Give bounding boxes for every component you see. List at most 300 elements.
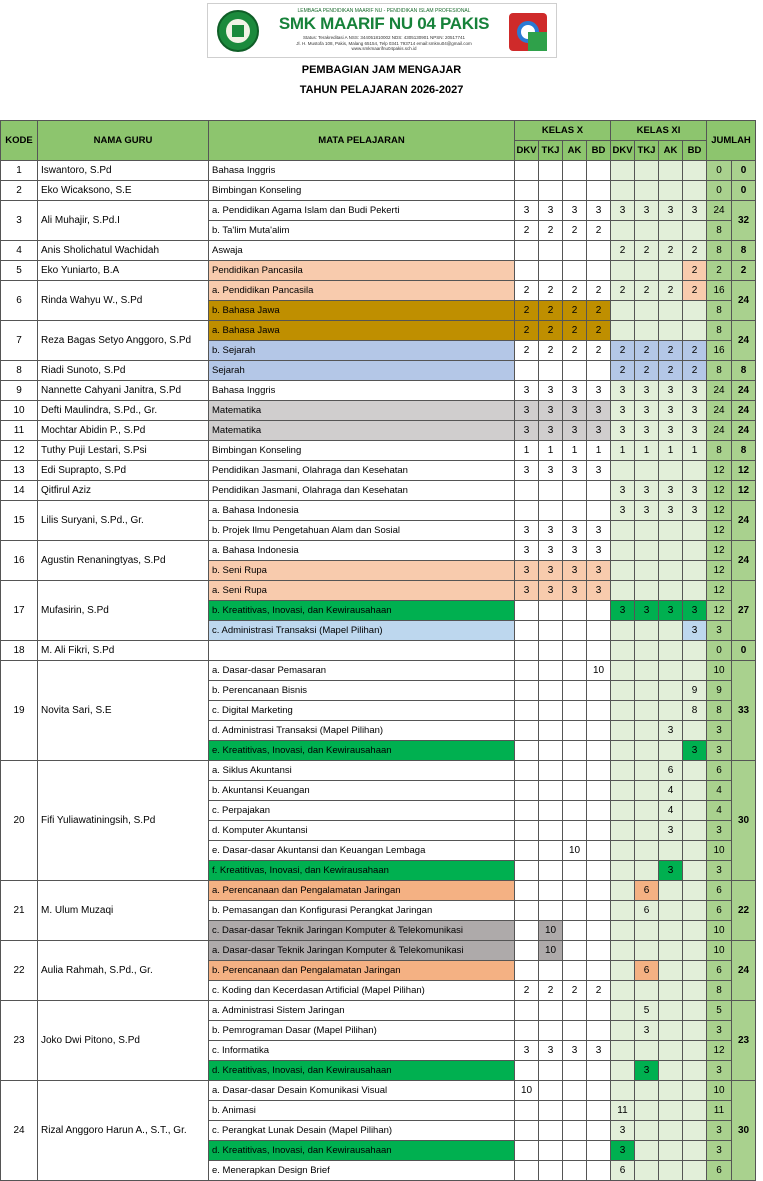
hours-x-dkv: 3: [515, 1041, 539, 1061]
hours-x-dkv: 2: [515, 341, 539, 361]
hours-xi-dkv: 2: [611, 241, 635, 261]
table-row: [1, 461, 756, 481]
hours-xi-ak: 2: [659, 241, 683, 261]
hours-xi-tkj: 3: [635, 421, 659, 441]
hours-xi-tkj: 3: [635, 1061, 659, 1081]
hours-x-dkv: [515, 1001, 539, 1021]
hours-x-dkv: 3: [515, 401, 539, 421]
subject-cell: Bahasa Inggris: [209, 161, 515, 181]
hours-x-ak: [563, 801, 587, 821]
hours-xi-tkj: [635, 841, 659, 861]
subject-cell: b. Ta'lim Muta'alim: [209, 221, 515, 241]
teacher-name: M. Ali Fikri, S.Pd: [38, 641, 209, 661]
hours-xi-tkj: [635, 161, 659, 181]
teacher-kode: 7: [1, 321, 38, 361]
hours-x-bd: [587, 941, 611, 961]
col-x-dkv: DKV: [515, 141, 539, 161]
hours-x-dkv: [515, 1101, 539, 1121]
hours-x-tkj: [539, 821, 563, 841]
subject-cell: c. Digital Marketing: [209, 701, 515, 721]
hours-x-tkj: [539, 1061, 563, 1081]
hours-x-bd: [587, 1081, 611, 1101]
subject-cell: d. Administrasi Transaksi (Mapel Pilihan): [209, 721, 515, 741]
hours-xi-tkj: [635, 681, 659, 701]
teacher-total: 12: [732, 481, 756, 501]
hours-x-tkj: [539, 481, 563, 501]
row-sum: 10: [707, 661, 732, 681]
row-sum: 12: [707, 461, 732, 481]
col-kelas-x: KELAS X: [515, 121, 611, 141]
hours-x-tkj: [539, 741, 563, 761]
table-row: [1, 281, 756, 301]
hours-xi-bd: [683, 521, 707, 541]
hours-x-dkv: [515, 361, 539, 381]
teacher-total: 12: [732, 461, 756, 481]
teacher-name: Rizal Anggoro Harun A., S.T., Gr.: [38, 1081, 209, 1181]
hours-x-bd: 3: [587, 381, 611, 401]
table-row: [1, 661, 756, 681]
hours-xi-tkj: [635, 661, 659, 681]
hours-x-tkj: [539, 961, 563, 981]
hours-xi-bd: [683, 1141, 707, 1161]
hours-xi-tkj: [635, 521, 659, 541]
hours-xi-ak: [659, 741, 683, 761]
subject-cell: a. Pendidikan Agama Islam dan Budi Pekerti: [209, 201, 515, 221]
hours-x-dkv: [515, 701, 539, 721]
hours-xi-bd: [683, 221, 707, 241]
hours-xi-ak: [659, 321, 683, 341]
hours-x-tkj: [539, 1001, 563, 1021]
hours-x-bd: [587, 621, 611, 641]
teacher-name: Lilis Suryani, S.Pd., Gr.: [38, 501, 209, 541]
hours-xi-tkj: 3: [635, 501, 659, 521]
hours-xi-bd: [683, 721, 707, 741]
hours-xi-dkv: [611, 1001, 635, 1021]
hours-x-dkv: [515, 1141, 539, 1161]
row-sum: 8: [707, 321, 732, 341]
hours-xi-ak: 2: [659, 281, 683, 301]
hours-x-bd: [587, 1061, 611, 1081]
hours-x-tkj: 10: [539, 941, 563, 961]
hours-x-ak: [563, 1081, 587, 1101]
row-sum: 12: [707, 481, 732, 501]
hours-xi-bd: [683, 921, 707, 941]
hours-xi-dkv: [611, 161, 635, 181]
hours-x-ak: [563, 741, 587, 761]
subject-cell: d. Kreatitivas, Inovasi, dan Kewirausahaan: [209, 1061, 515, 1081]
hours-x-bd: [587, 161, 611, 181]
page-subtitle: TAHUN PELAJARAN 2026-2027: [299, 84, 464, 96]
hours-xi-tkj: [635, 701, 659, 721]
table-row: [1, 481, 756, 501]
hours-x-dkv: 2: [515, 301, 539, 321]
hours-x-ak: [563, 721, 587, 741]
teacher-kode: 13: [1, 461, 38, 481]
hours-xi-dkv: [611, 181, 635, 201]
hours-x-ak: [563, 261, 587, 281]
hours-x-bd: [587, 901, 611, 921]
teacher-name: Mochtar Abidin P., S.Pd: [38, 421, 209, 441]
hours-x-dkv: 3: [515, 381, 539, 401]
teacher-kode: 15: [1, 501, 38, 541]
subject-cell: e. Dasar-dasar Akuntansi dan Keuangan Lembaga: [209, 841, 515, 861]
hours-x-tkj: 3: [539, 401, 563, 421]
hours-x-tkj: 3: [539, 381, 563, 401]
hours-xi-bd: [683, 1041, 707, 1061]
hours-xi-dkv: 3: [611, 401, 635, 421]
school-address: [264, 35, 504, 52]
hours-x-bd: 3: [587, 541, 611, 561]
hours-x-bd: [587, 361, 611, 381]
hours-xi-ak: [659, 301, 683, 321]
hours-xi-tkj: [635, 461, 659, 481]
hours-x-tkj: 1: [539, 441, 563, 461]
row-sum: 12: [707, 581, 732, 601]
teacher-name: Iswantoro, S.Pd: [38, 161, 209, 181]
teacher-total: 8: [732, 361, 756, 381]
teacher-total: 24: [732, 941, 756, 1001]
teacher-kode: 14: [1, 481, 38, 501]
hours-x-tkj: [539, 861, 563, 881]
hours-xi-dkv: [611, 921, 635, 941]
hours-x-tkj: 2: [539, 221, 563, 241]
hours-xi-tkj: [635, 1121, 659, 1141]
hours-x-ak: 3: [563, 381, 587, 401]
hours-xi-tkj: 6: [635, 901, 659, 921]
hours-xi-bd: 9: [683, 681, 707, 701]
hours-x-bd: [587, 841, 611, 861]
subject-cell: b. Pemrograman Dasar (Mapel Pilihan): [209, 1021, 515, 1041]
hours-xi-bd: [683, 461, 707, 481]
hours-x-dkv: [515, 1121, 539, 1141]
hours-xi-dkv: [611, 541, 635, 561]
subject-cell: d. Komputer Akuntansi: [209, 821, 515, 841]
subject-cell: b. Sejarah: [209, 341, 515, 361]
row-sum: 12: [707, 601, 732, 621]
row-sum: 6: [707, 901, 732, 921]
hours-xi-dkv: [611, 1041, 635, 1061]
col-kelas-xi: KELAS XI: [611, 121, 707, 141]
hours-xi-ak: 3: [659, 721, 683, 741]
hours-xi-bd: [683, 1001, 707, 1021]
hours-xi-ak: [659, 521, 683, 541]
teacher-total: 24: [732, 281, 756, 321]
hours-xi-ak: 3: [659, 501, 683, 521]
hours-xi-dkv: 3: [611, 201, 635, 221]
hours-x-ak: [563, 661, 587, 681]
hours-x-ak: 3: [563, 421, 587, 441]
hours-xi-bd: 3: [683, 501, 707, 521]
hours-xi-ak: [659, 661, 683, 681]
row-sum: 4: [707, 781, 732, 801]
row-sum: 5: [707, 1001, 732, 1021]
hours-x-dkv: [515, 941, 539, 961]
hours-x-tkj: [539, 361, 563, 381]
table-row: [1, 1081, 756, 1101]
hours-xi-tkj: [635, 761, 659, 781]
hours-x-tkj: [539, 901, 563, 921]
teacher-total: 24: [732, 501, 756, 541]
table-row: [1, 441, 756, 461]
subject-cell: a. Siklus Akuntansi: [209, 761, 515, 781]
hours-xi-bd: [683, 1021, 707, 1041]
hours-xi-tkj: [635, 1141, 659, 1161]
hours-xi-bd: [683, 1061, 707, 1081]
row-sum: 24: [707, 201, 732, 221]
hours-x-dkv: [515, 261, 539, 281]
hours-xi-tkj: [635, 1161, 659, 1181]
hours-x-dkv: [515, 741, 539, 761]
hours-xi-dkv: [611, 661, 635, 681]
hours-x-bd: [587, 961, 611, 981]
hours-xi-ak: [659, 1001, 683, 1021]
hours-xi-dkv: [611, 701, 635, 721]
row-sum: 3: [707, 721, 732, 741]
hours-x-bd: [587, 781, 611, 801]
table-row: [1, 261, 756, 281]
hours-x-ak: [563, 681, 587, 701]
hours-xi-dkv: [611, 821, 635, 841]
teacher-total: 0: [732, 641, 756, 661]
row-sum: 12: [707, 501, 732, 521]
hours-x-dkv: [515, 881, 539, 901]
subject-cell: e. Menerapkan Design Brief: [209, 1161, 515, 1181]
hours-x-dkv: [515, 661, 539, 681]
hours-xi-bd: 3: [683, 201, 707, 221]
row-sum: 10: [707, 921, 732, 941]
hours-xi-tkj: [635, 621, 659, 641]
hours-xi-dkv: [611, 561, 635, 581]
hours-x-ak: 2: [563, 341, 587, 361]
hours-x-tkj: [539, 1081, 563, 1101]
col-nama: NAMA GURU: [38, 121, 209, 161]
hours-x-tkj: [539, 841, 563, 861]
subject-cell: Matematika: [209, 421, 515, 441]
hours-x-dkv: 3: [515, 561, 539, 581]
hours-x-bd: [587, 861, 611, 881]
hours-xi-tkj: 3: [635, 601, 659, 621]
hours-xi-bd: 3: [683, 381, 707, 401]
hours-xi-dkv: 3: [611, 481, 635, 501]
hours-x-ak: [563, 361, 587, 381]
hours-xi-ak: [659, 1021, 683, 1041]
hours-xi-bd: [683, 1161, 707, 1181]
table-row: [1, 201, 756, 221]
hours-xi-ak: 3: [659, 601, 683, 621]
teacher-name: Rinda Wahyu W., S.Pd: [38, 281, 209, 321]
hours-x-ak: [563, 921, 587, 941]
hours-xi-ak: [659, 701, 683, 721]
hours-x-ak: [563, 701, 587, 721]
table-row: [1, 241, 756, 261]
hours-xi-dkv: [611, 721, 635, 741]
row-sum: 12: [707, 541, 732, 561]
hours-xi-dkv: [611, 221, 635, 241]
hours-x-tkj: 2: [539, 981, 563, 1001]
hours-x-tkj: [539, 261, 563, 281]
hours-x-tkj: [539, 621, 563, 641]
hours-x-ak: [563, 1161, 587, 1181]
hours-xi-tkj: 1: [635, 441, 659, 461]
hours-xi-ak: [659, 461, 683, 481]
teacher-name: Edi Suprapto, S.Pd: [38, 461, 209, 481]
teacher-total: 24: [732, 401, 756, 421]
hours-xi-ak: [659, 621, 683, 641]
row-sum: 0: [707, 641, 732, 661]
row-sum: 12: [707, 561, 732, 581]
hours-xi-dkv: [611, 961, 635, 981]
teacher-name: Mufasirin, S.Pd: [38, 581, 209, 641]
hours-xi-tkj: [635, 1041, 659, 1061]
hours-xi-tkj: [635, 561, 659, 581]
teacher-total: 24: [732, 541, 756, 581]
row-sum: 16: [707, 281, 732, 301]
hours-x-dkv: [515, 601, 539, 621]
hours-x-ak: [563, 861, 587, 881]
teacher-kode: 21: [1, 881, 38, 941]
hours-x-tkj: [539, 501, 563, 521]
hours-x-bd: 3: [587, 581, 611, 601]
hours-xi-dkv: [611, 1021, 635, 1041]
table-row: [1, 581, 756, 601]
teacher-total: 24: [732, 381, 756, 401]
hours-x-ak: 2: [563, 301, 587, 321]
hours-xi-ak: [659, 841, 683, 861]
hours-xi-dkv: 2: [611, 341, 635, 361]
hours-x-ak: 2: [563, 321, 587, 341]
subject-cell: Pendidikan Jasmani, Olahraga dan Kesehatan: [209, 481, 515, 501]
hours-x-dkv: [515, 721, 539, 741]
hours-x-bd: 2: [587, 981, 611, 1001]
teacher-name: Ali Muhajir, S.Pd.I: [38, 201, 209, 241]
hours-xi-tkj: 3: [635, 1021, 659, 1041]
hours-xi-ak: 2: [659, 361, 683, 381]
hours-xi-bd: 3: [683, 621, 707, 641]
hours-xi-dkv: 3: [611, 501, 635, 521]
teacher-total: 0: [732, 161, 756, 181]
hours-x-bd: [587, 1021, 611, 1041]
hours-x-bd: 3: [587, 561, 611, 581]
hours-xi-ak: [659, 681, 683, 701]
hours-x-tkj: [539, 801, 563, 821]
hours-x-dkv: 1: [515, 441, 539, 461]
row-sum: 6: [707, 881, 732, 901]
hours-x-tkj: [539, 641, 563, 661]
hours-x-ak: [563, 1141, 587, 1161]
hours-x-tkj: 3: [539, 461, 563, 481]
hours-xi-tkj: 6: [635, 881, 659, 901]
teacher-total: 8: [732, 441, 756, 461]
hours-x-tkj: [539, 241, 563, 261]
hours-x-bd: [587, 261, 611, 281]
hours-x-ak: [563, 881, 587, 901]
table-row: [1, 381, 756, 401]
hours-xi-bd: [683, 981, 707, 1001]
subject-cell: b. Akuntansi Keuangan: [209, 781, 515, 801]
hours-xi-ak: [659, 981, 683, 1001]
hours-xi-ak: [659, 1061, 683, 1081]
hours-x-bd: [587, 881, 611, 901]
row-sum: 3: [707, 1021, 732, 1041]
hours-x-ak: [563, 1061, 587, 1081]
hours-xi-ak: [659, 1141, 683, 1161]
hours-x-dkv: 3: [515, 581, 539, 601]
hours-xi-dkv: [611, 301, 635, 321]
hours-xi-tkj: [635, 861, 659, 881]
table-row: [1, 941, 756, 961]
row-sum: 6: [707, 961, 732, 981]
hours-xi-tkj: 5: [635, 1001, 659, 1021]
hours-x-dkv: 3: [515, 541, 539, 561]
hours-x-tkj: [539, 721, 563, 741]
hours-x-ak: [563, 1001, 587, 1021]
hours-x-dkv: [515, 901, 539, 921]
hours-xi-bd: [683, 181, 707, 201]
teacher-kode: 8: [1, 361, 38, 381]
hours-xi-dkv: [611, 881, 635, 901]
address-line: Jl. H. Mustofa 108, Pakis, Malang 65154, Telp 0341 793714 email:smknu04@gmail.com: [296, 40, 472, 46]
teacher-kode: 24: [1, 1081, 38, 1181]
subject-cell: b. Projek Ilmu Pengetahuan Alam dan Sosial: [209, 521, 515, 541]
hours-x-bd: 3: [587, 461, 611, 481]
hours-xi-bd: [683, 901, 707, 921]
teacher-total: 24: [732, 321, 756, 361]
hours-xi-dkv: [611, 681, 635, 701]
hours-xi-tkj: [635, 801, 659, 821]
hours-x-ak: 3: [563, 1041, 587, 1061]
hours-xi-ak: [659, 1161, 683, 1181]
hours-x-ak: [563, 961, 587, 981]
hours-xi-dkv: [611, 781, 635, 801]
hours-x-bd: [587, 241, 611, 261]
hours-x-ak: [563, 501, 587, 521]
hours-x-bd: [587, 1101, 611, 1121]
hours-xi-ak: [659, 1041, 683, 1061]
hours-x-bd: 2: [587, 321, 611, 341]
hours-xi-tkj: 2: [635, 281, 659, 301]
hours-x-ak: 1: [563, 441, 587, 461]
col-x-tkj: TKJ: [539, 141, 563, 161]
hours-xi-bd: [683, 321, 707, 341]
hours-x-bd: 3: [587, 201, 611, 221]
hours-xi-bd: 3: [683, 421, 707, 441]
hours-xi-bd: [683, 881, 707, 901]
row-sum: 4: [707, 801, 732, 821]
teacher-name: Fifi Yuliawatiningsih, S.Pd: [38, 761, 209, 881]
hours-xi-tkj: [635, 721, 659, 741]
hours-xi-dkv: 3: [611, 421, 635, 441]
table-row: [1, 161, 756, 181]
row-sum: 3: [707, 1121, 732, 1141]
hours-x-ak: 3: [563, 541, 587, 561]
hours-xi-bd: [683, 301, 707, 321]
hours-x-dkv: [515, 481, 539, 501]
hours-xi-ak: 3: [659, 481, 683, 501]
teacher-kode: 22: [1, 941, 38, 1001]
row-sum: 8: [707, 301, 732, 321]
teacher-kode: 10: [1, 401, 38, 421]
hours-xi-ak: 4: [659, 781, 683, 801]
teacher-name: M. Ulum Muzaqi: [38, 881, 209, 941]
hours-x-dkv: [515, 961, 539, 981]
hours-xi-tkj: 2: [635, 341, 659, 361]
hours-xi-ak: [659, 901, 683, 921]
hours-x-tkj: [539, 661, 563, 681]
teacher-kode: 18: [1, 641, 38, 661]
hours-x-dkv: 3: [515, 461, 539, 481]
teacher-kode: 17: [1, 581, 38, 641]
hours-xi-dkv: [611, 521, 635, 541]
